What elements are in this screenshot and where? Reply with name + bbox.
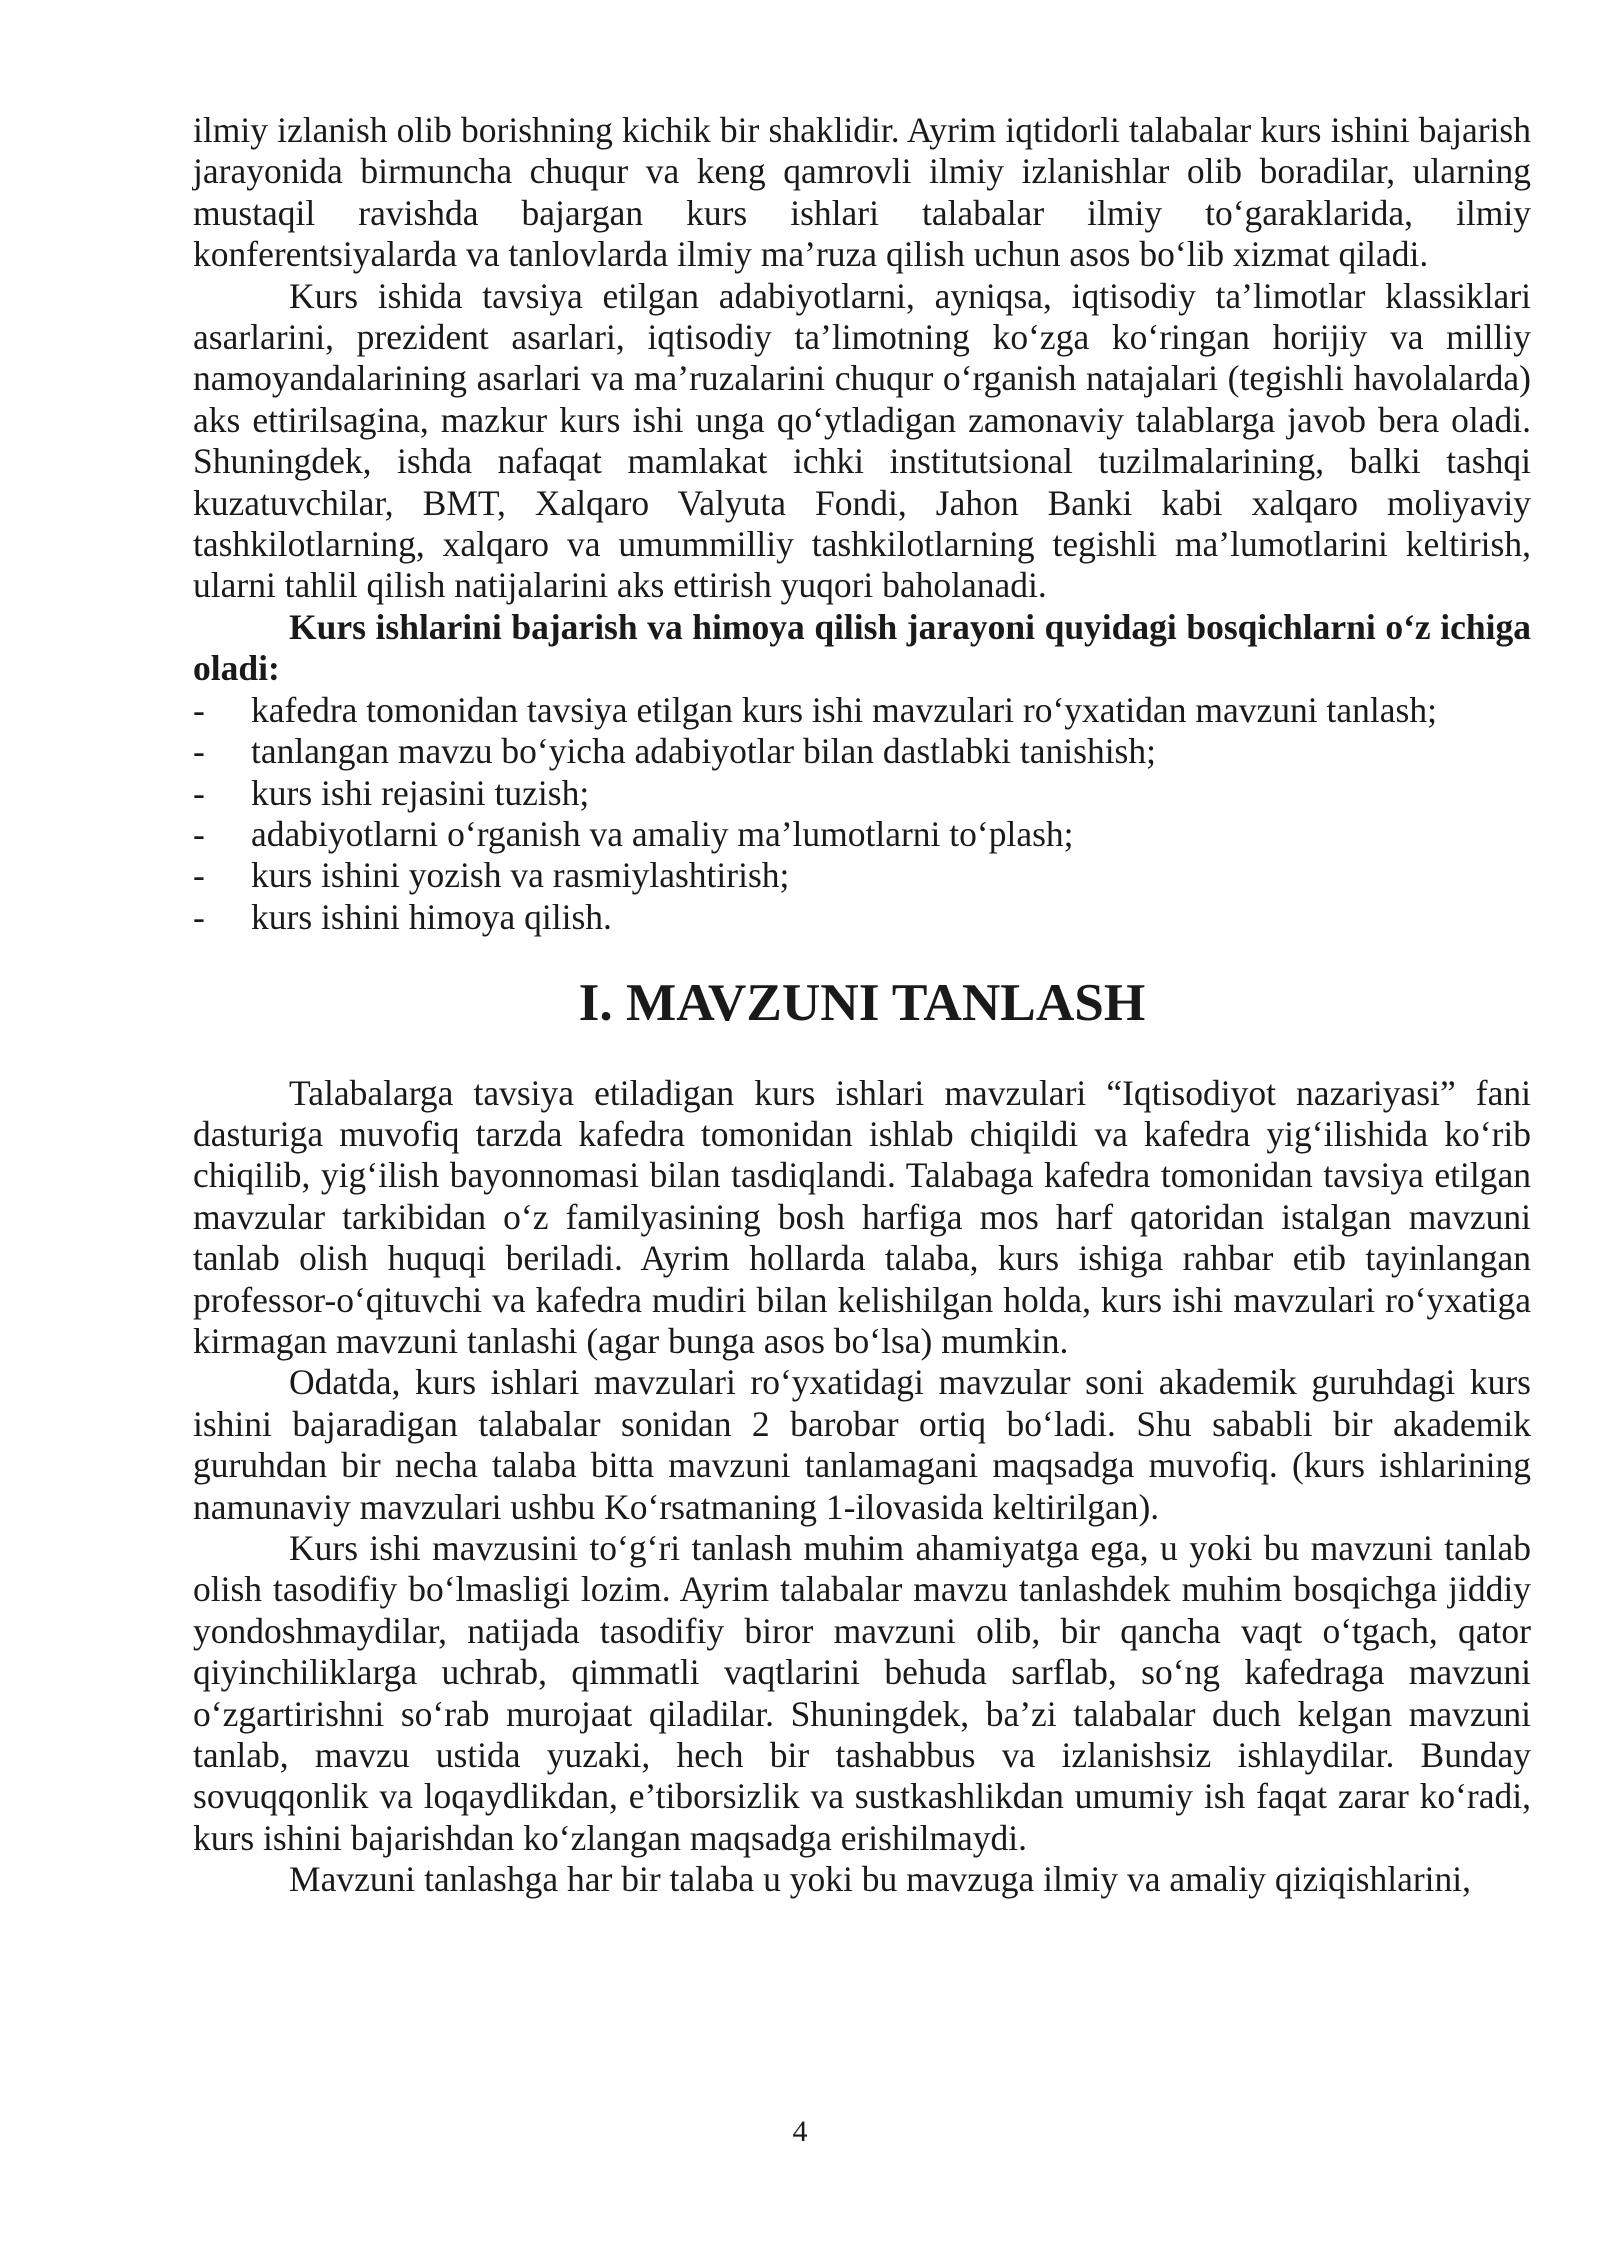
list-item [193,897,1531,938]
list-item-text: kurs ishini yozish va rasmiylashtirish; [251,855,790,896]
list-item [193,814,1531,855]
list-item-text: kurs ishi rejasini tuzish; [251,772,590,813]
list-item [193,690,1531,731]
list-dash: - [193,813,205,854]
page-number: 4 [792,2115,808,2148]
stages-list [193,690,1531,938]
paragraph-literature: Kurs ishida tavsiya etilgan adabiyotlarni, ayniqsa, iqtisodiy ta’limotlar klassiklari asarlarini, prezident asarlari, iqtisodiy ta’limotning ko‘zga ko‘ringan horijiy va milliy namoyandalarining asarlari va ma’ruzalarini chuqur o‘rganish natajalari (tegishli havolalarda) aks ettirilsagina, mazkur kurs ishi unga qo‘ytladigan zamonaviy talablarga javob bera oladi. Shuningdek, ishda nafaqat mamlakat ichki institutsional tuzilmalarining, balki tashqi kuzatuvchilar, BMT, Xalqaro Valyuta Fondi, Jahon Banki kabi xalqaro moliyaviy tashkilotlarning, xalqaro va umummilliy tashkilotlarning tegishli ma’lumotlarini keltirish, ularni tahlil qilish natijalarini aks ettirish yuqori baholanadi. [193,275,1531,606]
section-heading: I. MAVZUNI TANLASH [578,973,1146,1033]
list-dash: - [193,896,205,937]
paragraph-topic-count: Odatda, kurs ishlari mavzulari ro‘yxatidagi mavzular soni akademik guruhdagi kurs ishini bajaradigan talabalar sonidan 2 barobar ortiq bo‘ladi. Shu sababli bir akademik guruhdan bir necha talaba bitta mavzuni tanlamagani maqsadga muvofiq. (kurs ishlarining namunaviy mavzulari ushbu Ko‘rsatmaning 1-ilovasida keltirilgan). [193,1362,1531,1527]
document-page [193,110,1531,1901]
paragraph-topic-choice: Kurs ishi mavzusini to‘g‘ri tanlash muhim ahamiyatga ega, u yoki bu mavzuni tanlab olish tasodifiy bo‘lmasligi lozim. Ayrim talabalar mavzu tanlashdek muhim bosqichga jiddiy yondoshmaydilar, natijada tasodifiy biror mavzuni olib, bir qancha vaqt o‘tgach, qator qiyinchiliklarga uchrab, qimmatli vaqtlarini behuda sarflab, so‘ng kafedraga mavzuni o‘zgartirishni so‘rab murojaat qiladilar. Shuningdek, ba’zi talabalar duch kelgan mavzuni tanlab, mavzu ustida yuzaki, hech bir tashabbus va izlanishsiz ishlaydilar. Bunday sovuqqonlik va loqaydlikdan, e’tiborsizlik va sustkashlikdan umumiy ish faqat zarar ko‘radi, kurs ishini bajarishdan ko‘zlangan maqsadga erishilmaydi. [193,1528,1531,1858]
paragraph-last-line: Mavzuni tanlashga har bir talaba u yoki bu mavzuga ilmiy va amaliy qiziqishlarini, [289,1859,1472,1900]
stages-intro: Kurs ishlarini bajarish va himoya qilish jarayoni quyidagi bosqichlarni o‘z ichiga oladi: [193,606,1531,689]
list-item [193,855,1531,896]
paragraph-continuation: ilmiy izlanish olib borishning kichik bir shaklidir. Ayrim iqtidorli talabalar kurs ishini bajarish jarayonida birmuncha chuqur va keng qamrovli ilmiy izlanishlar olib boradilar, ularning mustaqil ravishda bajargan kurs ishlari talabalar ilmiy to‘garaklarida, ilmiy konferentsiyalarda va tanlovlarda ilmiy ma’ruza qilish uchun asos bo‘lib xizmat qiladi. [193,110,1531,275]
list-item [193,731,1531,772]
list-item [193,773,1531,814]
list-dash: - [193,689,205,730]
paragraph-topics: Talabalarga tavsiya etiladigan kurs ishlari mavzulari “Iqtisodiyot nazariyasi” fani dasturiga muvofiq tarzda kafedra tomonidan ishlab chiqildi va kafedra yig‘ilishida ko‘rib chiqilib, yig‘ilish bayonnomasi bilan tasdiqlandi. Talabaga kafedra tomonidan tavsiya etilgan mavzular tarkibidan o‘z familyasining bosh harfiga mos harf qatoridan istalgan mavzuni tanlab olish huquqi beriladi. Ayrim hollarda talaba, kurs ishiga rahbar etib tayinlangan professor-o‘qituvchi va kafedra mudiri bilan kelishilgan holda, kurs ishi mavzulari ro‘yxatiga kirmagan mavzuni tanlashi (agar bunga asos bo‘lsa) mumkin. [193,1072,1531,1361]
list-item-text: tanlangan mavzu bo‘yicha adabiyotlar bilan dastlabki tanishish; [251,731,1156,772]
list-item-text: kafedra tomonidan tavsiya etilgan kurs ishi mavzulari ro‘yxatidan mavzuni tanlash; [251,689,1437,730]
list-dash: - [193,855,205,896]
list-item-text: kurs ishini himoya qilish. [251,896,612,937]
list-dash: - [193,772,205,813]
list-dash: - [193,731,205,772]
list-item-text: adabiyotlarni o‘rganish va amaliy ma’lumotlarni to‘plash; [251,813,1074,854]
